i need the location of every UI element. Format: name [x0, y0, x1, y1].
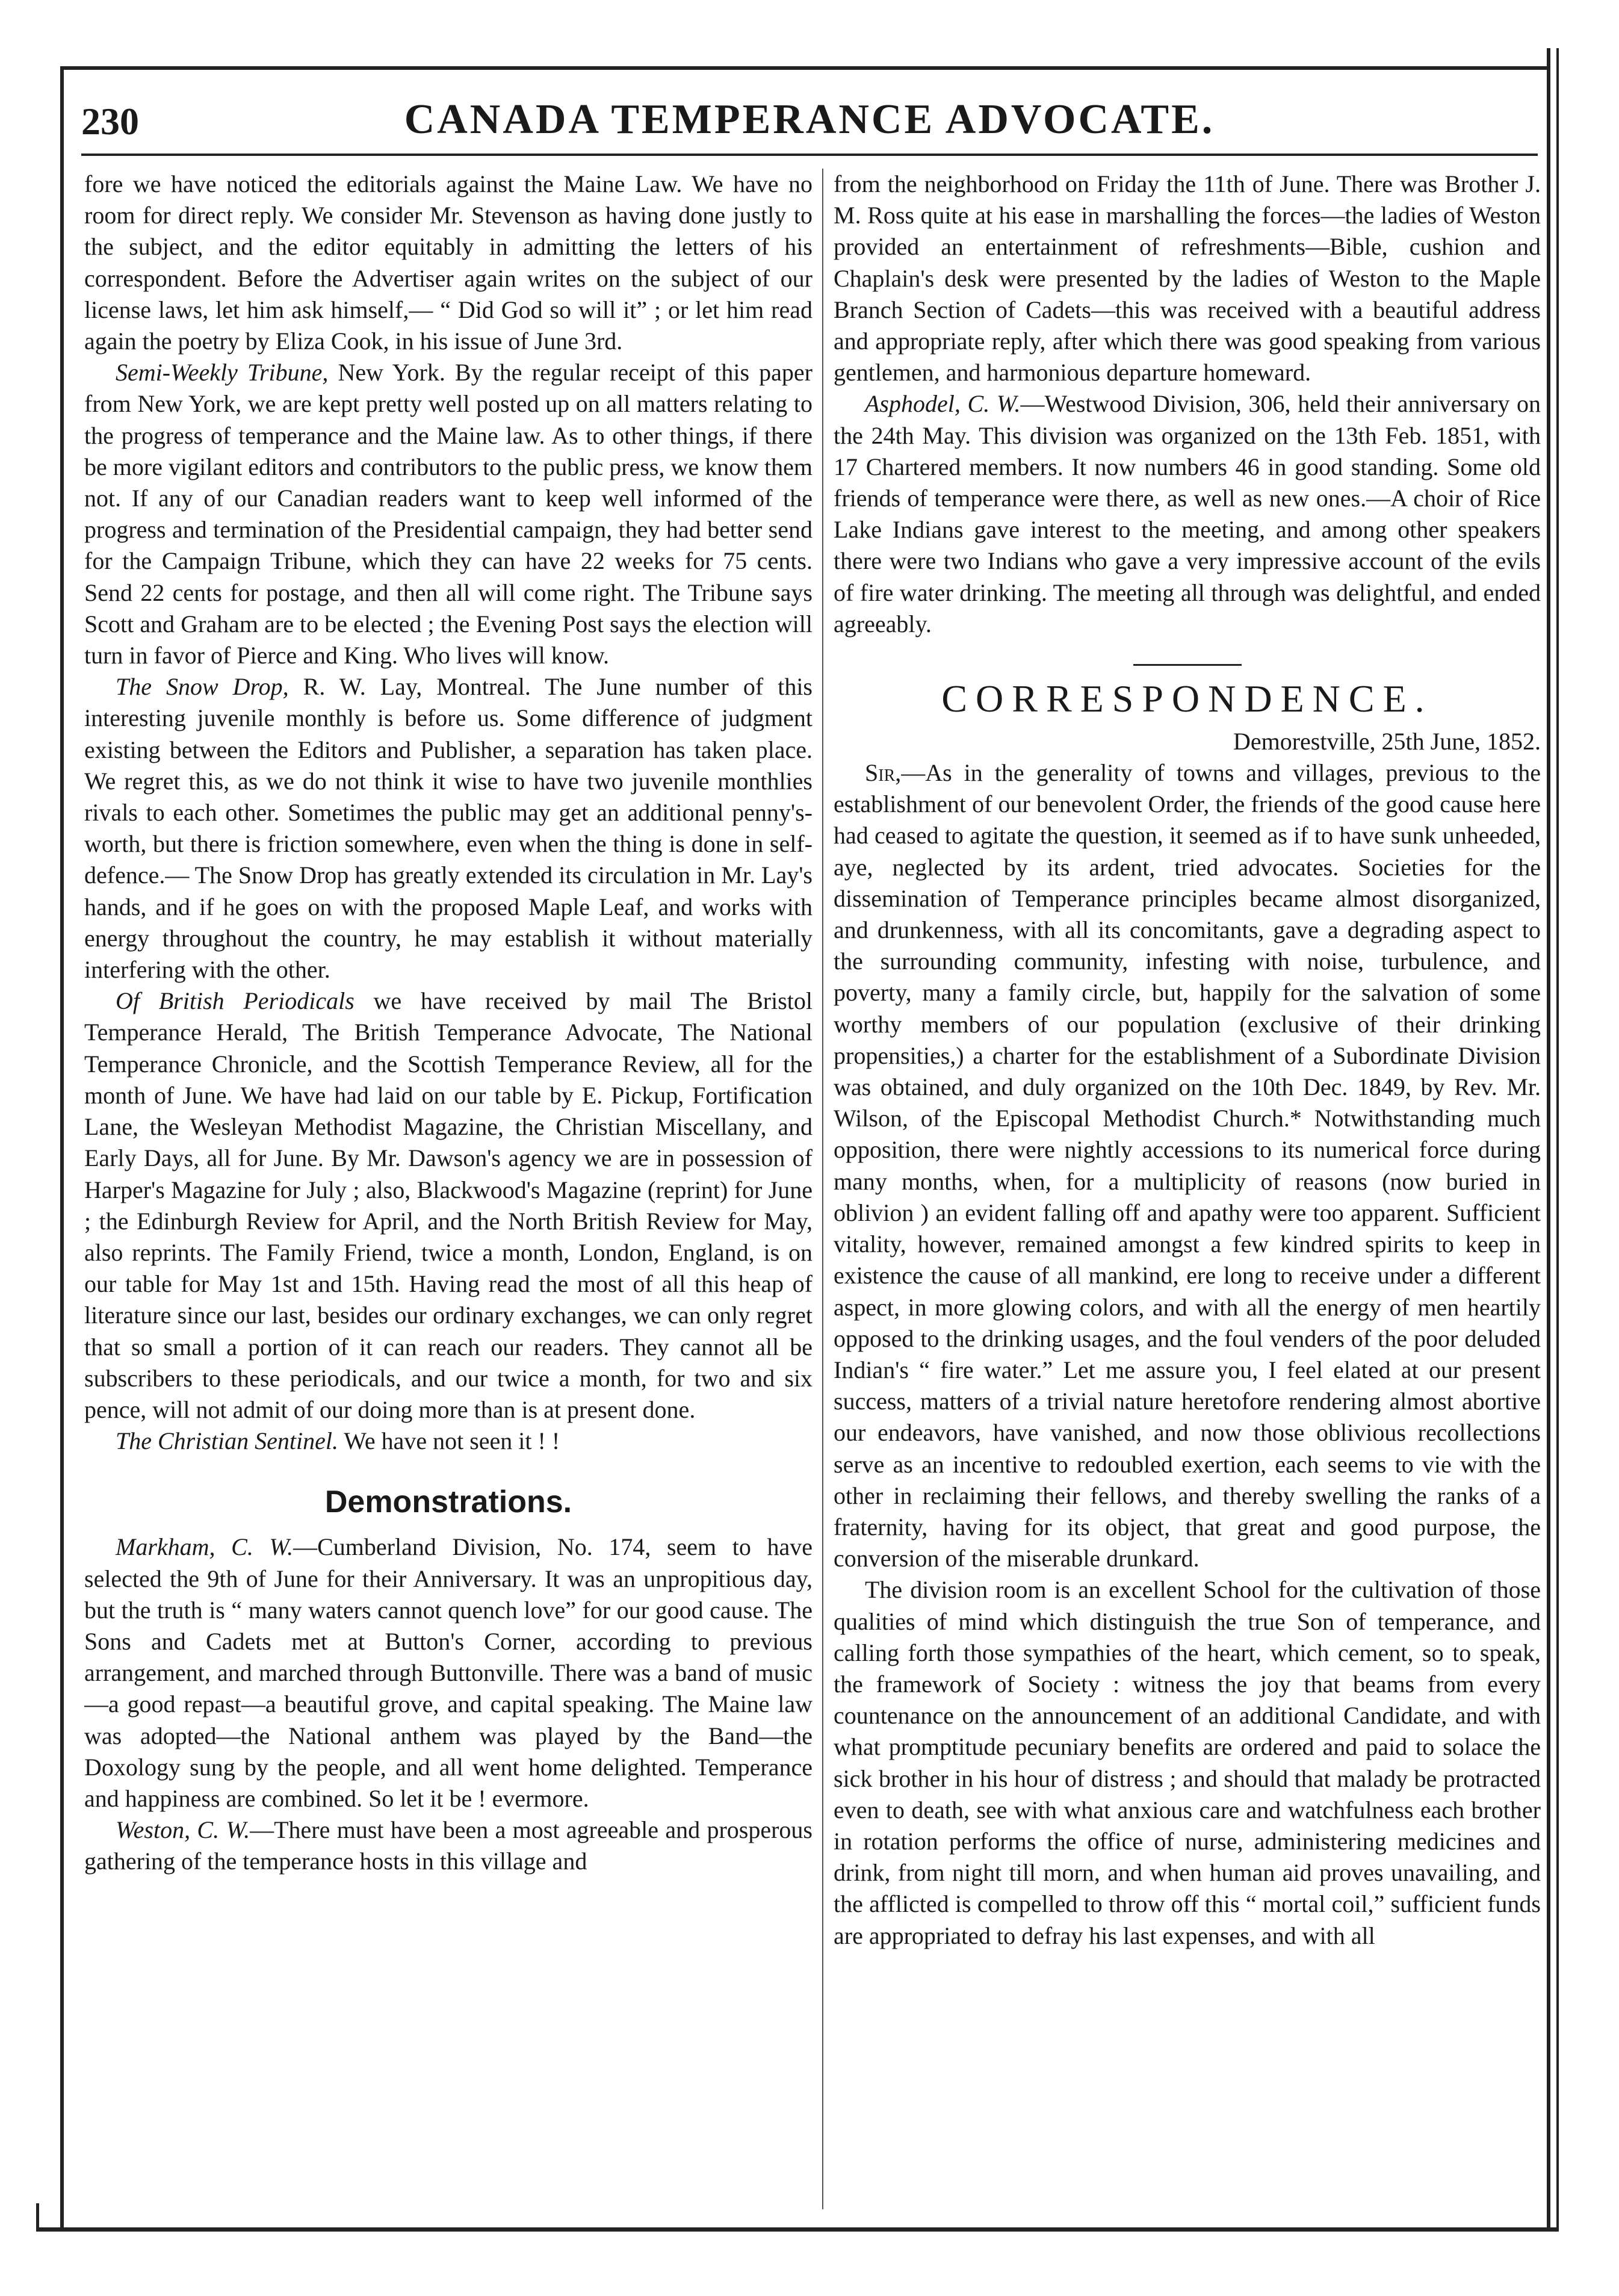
paragraph-text: —Westwood Division, 306, held their anniversary on the 24th May. This division was organized on the 13th Feb. 1851, with 17 Chartered members. It now numbers 46 in good standing. Some old friends of temperance were there, as well as new ones.—A choir of Rice Lake Indians gave interest to the meeting, and among other speakers there were two Indians who gave a very impressive account of the evils of fire water drinking. The meeting all through was delightful, and ended agreeably.	[834, 390, 1541, 638]
page-border-right-outer	[1556, 48, 1559, 2230]
page-border-left-corner	[36, 2203, 39, 2230]
paragraph-text: we have received by mail The Bristol Temperance Herald, The British Temperance Advocate, The National Temperance Chronicle, and the Scottish Temperance Review, all for the month of June. We have had laid on our table by E. Pickup, Fortification Lane, the Wesleyan Methodist Magazine, the Christian Miscellany, and Early Days, all for June. By Mr. Dawson's agency we are in possession of Harper's Magazine for July ; also, Blackwood's Magazine (reprint) for June ; the Edinburgh Review for April, and the North British Review for May, also reprints. The Family Friend, twice a month, London, England, is on our table for May 1st and 15th. Having read the most of all this heap of literature since our last, besides our ordinary exchanges, we can only regret that so small a portion of it can reach our readers. They cannot all be subscribers to these periodicals, and our twice a month, for two and six pence, will not admit of our doing more than is at present done.	[84, 987, 813, 1423]
article-paragraph	[84, 985, 813, 1426]
paragraph-text: fore we have noticed the editorials against the Maine Law. We have no room for direct reply. We consider Mr. Stevenson as having done justly to the subject, and the editor equitably in admitting the letters of his correspondent. Before the Advertiser again writes on the subject of our license laws, let him ask himself,— “ Did God so will it” ; or let him read again the poetry by Eliza Cook, in his issue of June 3rd.	[84, 170, 813, 355]
right-column	[834, 169, 1541, 2209]
item-heading: Semi-Weekly Tribune,	[116, 359, 329, 386]
item-heading: The Christian Sentinel.	[116, 1427, 338, 1455]
paragraph-text: The division room is an excellent School for the cultivation of those qualities of mind which distinguish the true Son of temperance, and calling forth those sympathies of the heart, which cement, so to speak, the framework of Society : witness the joy that beams from every countenance on the announcement of an additional Candidate, and with what promptitude pecuniary benefits are ordered and paid to solace the sick brother in his hour of distress ; and should that malady be protracted even to death, see with what anxious care and watchfulness each brother in rotation performs the office of nurse, administering medicines and drink, from night till morn, and when human aid proves unavailing, and the afflicted is compelled to throw off this “ mortal coil,” sufficient funds are appropriated to defray his last expenses, and with all	[834, 1576, 1541, 1949]
paragraph-text: —Cumberland Division, No. 174, seem to have selected the 9th of June for their Anniversary. It was an unpropitious day, but the truth is “ many waters cannot quench love” for our good cause. The Sons and Cadets met at Button's Corner, according to previous arrangement, and marched through Buttonville. There was a band of music—a good repast—a beautiful grove, and capital speaking. The Maine law was adopted—the National anthem was played by the Band—the Doxology sung by the people, and all went home delighted. Temperance and happiness are combined. So let it be ! evermore.	[84, 1533, 813, 1812]
paragraph-text: R. W. Lay, Montreal. The June number of this interesting juvenile monthly is before us. Some difference of judgment existing between the Editors and Publisher, a separation has taken place. We regret this, as we do not think it wise to have two juvenile monthlies rivals to each other. Sometimes the public may get an additional penny's-worth, but there is friction somewhere, even when the thing is done in self-defence.— The Snow Drop has greatly extended its circulation in Mr. Lay's hands, and if he goes on with the proposed Maple Leaf, and works with energy throughout the country, he may establish it without materially interfering with the other.	[84, 673, 813, 984]
item-heading: Markham, C. W.	[116, 1533, 294, 1561]
paragraph-text: We have not seen it ! !	[338, 1427, 560, 1455]
article-paragraph	[84, 169, 813, 357]
salutation: Sir,	[865, 759, 902, 787]
left-column	[84, 169, 813, 2209]
page-number: 230	[81, 100, 139, 143]
paragraph-text: from the neighborhood on Friday the 11th of June. There was Brother J. M. Ross quite at his ease in marshalling the forces—the ladies of Weston provided an entertainment of refreshments—Bible, cushion and Chaplain's desk were presented by the ladies of Weston to the Maple Branch Section of Cadets—this was received with a beautiful address and appropriate reply, after which there was good speaking from various gentlemen, and harmonious departure homeward.	[834, 170, 1541, 386]
article-paragraph	[834, 1574, 1541, 1951]
paragraph-text: New York. By the regular receipt of this paper from New York, we are kept pretty well posted up on all matters relating to the progress of temperance and the Maine law. As to other things, if there be more vigilant editors and contributors to the public press, we know them not. If any of our Canadian readers want to keep well informed of the progress and termination of the Presidential campaign, they had better send for the Campaign Tribune, which they can have 22 weeks for 75 cents. Send 22 cents for postage, and then all will come right. The Tribune says Scott and Graham are to be elected ; the Evening Post says the election will turn in favor of Pierce and King. Who lives will know.	[84, 359, 813, 669]
article-paragraph	[84, 1814, 813, 1877]
column-divider	[822, 169, 823, 2209]
header-rule	[81, 154, 1538, 156]
running-title: CANADA TEMPERANCE ADVOCATE.	[404, 96, 1215, 143]
article-paragraph	[834, 757, 1541, 1574]
section-heading-demonstrations: Demonstrations.	[324, 1485, 572, 1520]
paragraph-text: —There must have been a most agreeable and prosperous gathering of the temperance hosts in this village and	[84, 1816, 813, 1875]
article-paragraph	[84, 1426, 813, 1457]
section-heading-correspondence: CORRESPONDENCE.	[941, 677, 1433, 721]
article-paragraph	[84, 671, 813, 985]
item-heading: Weston, C. W.	[116, 1816, 250, 1844]
section-rule	[1133, 664, 1242, 666]
paragraph-text: —As in the generality of towns and villages, previous to the establishment of our benevolent Order, the friends of the good cause here had ceased to agitate the question, it seemed as if to have sunk unheeded, aye, neglected by its ardent, tried advocates. Societies for the dissemination of Temperance principles became almost disorganized, and drunkenness, with all its concomitants, gave a degrading aspect to the surrounding community, infesting with noise, turbulence, and poverty, many a family circle, but, happily for the salvation of some worthy members of our population (exclusive of their drinking propensities,) a charter for the establishment of a Subordinate Division was obtained, and duly organized on the 10th Dec. 1849, by Rev. Mr. Wilson, of the Episcopal Methodist Church.* Notwithstanding much opposition, there were nightly accessions to its numerical force during many months, when, for a multiplicity of reasons (now buried in oblivion ) an evident falling off and apathy were too apparent. Sufficient vitality, however, remained amongst a few kindred spirits to keep in existence the cause of all mankind, ere long to receive under a different aspect, in more glowing colors, and with all the energy of men heartily opposed to the drinking usages, and the foul venders of the poor deluded Indian's “ fire water.” Let me assure you, I feel elated at our present success, matters of a trivial nature heretofore rendering almost abortive our endeavors, have vanished, and now those oblivious recollections serve as an incentive to redoubled exertion, each seems to vie with the other in reclaiming their fellows, and thereby swelling the ranks of a fraternity, having for its object, that great and good purpose, the conversion of the miserable drunkard.	[834, 759, 1541, 1572]
page-border-left	[60, 66, 64, 2230]
item-heading: Asphodel, C. W.	[865, 390, 1021, 418]
page-border-top	[60, 66, 1547, 70]
page-header	[81, 87, 1538, 147]
page-border-right	[1547, 48, 1550, 2230]
page-border-bottom	[36, 2227, 1559, 2232]
article-paragraph	[84, 357, 813, 671]
letter-dateline: Demorestville, 25th June, 1852.	[1233, 728, 1541, 756]
article-paragraph	[84, 1531, 813, 1814]
item-heading: The Snow Drop,	[116, 673, 289, 701]
item-heading: Of British Periodicals	[116, 987, 354, 1015]
article-paragraph	[834, 388, 1541, 640]
article-paragraph	[834, 169, 1541, 388]
